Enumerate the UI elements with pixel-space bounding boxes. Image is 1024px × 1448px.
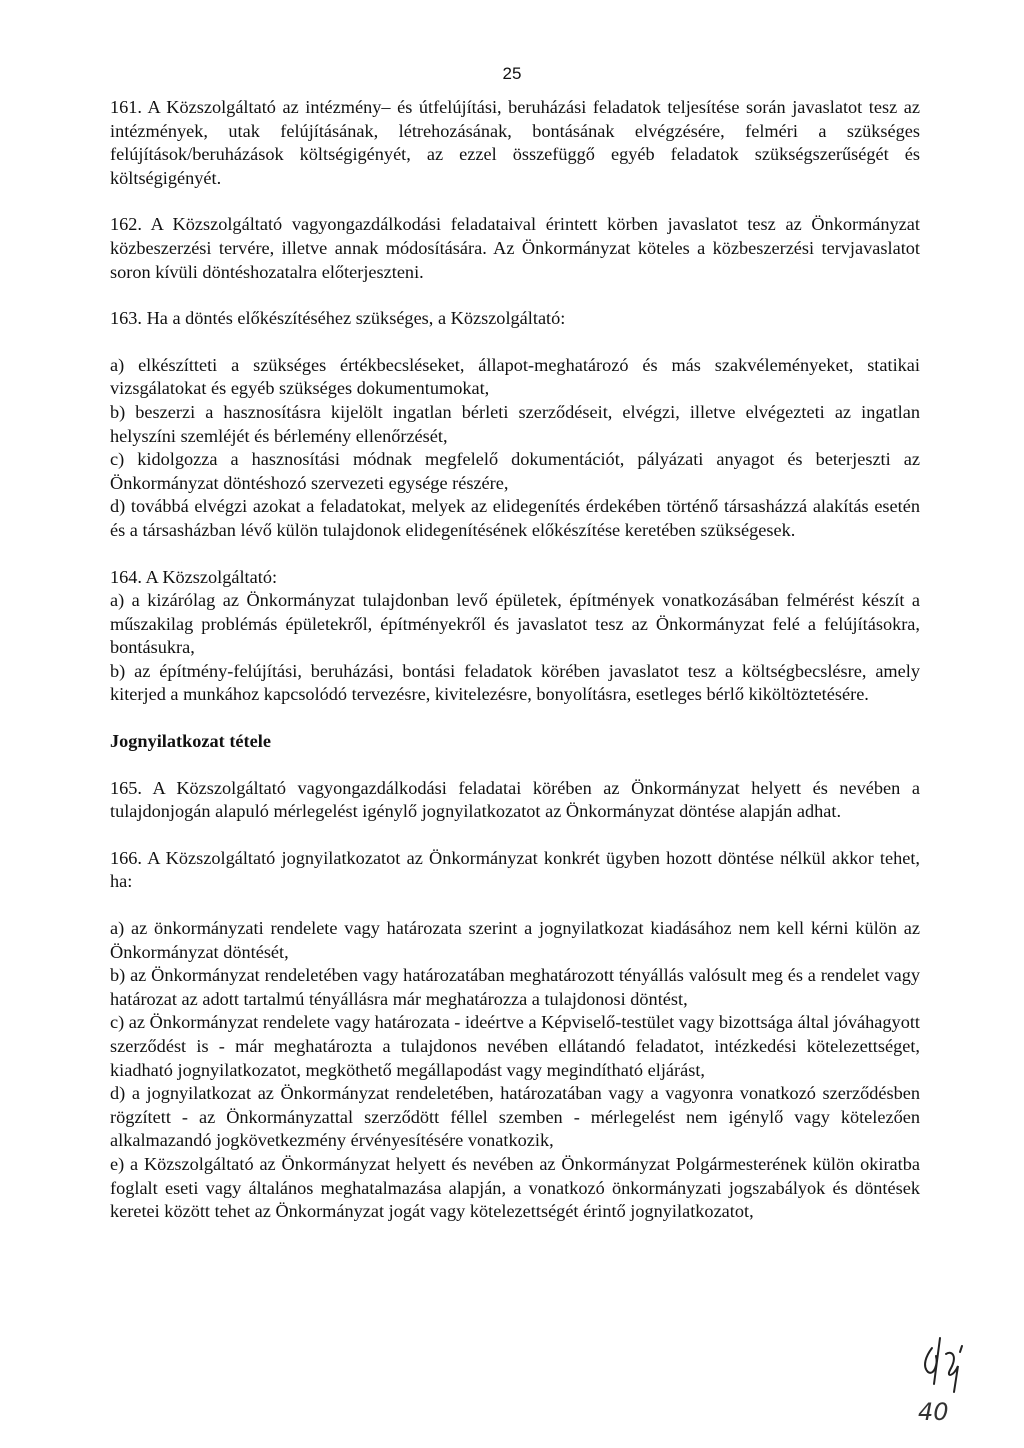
paragraph-162: 162. A Közszolgáltató vagyongazdálkodási feladataival érintett körben javaslatot tesz az Önkormányzat közbeszerzési tervére, illetve annak módosítására. Az Önkormányzat köteles a közbeszerzési tervjavaslatot soron kívüli döntéshozatalra előterjeszteni. [110, 214, 920, 282]
paragraph-164-b: b) az építmény-felújítási, beruházási, bontási feladatok körében javaslatot tesz a költségbecslésre, amely kiterjed a munkához kapcsolódó tervezésre, kivitelezésre, bonyolításra, esetleges bérlő kiköltöztetésére. [110, 660, 920, 705]
paragraph-166-b: b) az Önkormányzat rendeletében vagy határozatában meghatározott tényállás valósult meg és a rendelet vagy határozat az adott tartalmú tényállásra már meghatározza a tulajdonosi döntést, [110, 965, 920, 1009]
paragraph-163: 163. Ha a döntés előkészítéséhez szükséges, a Közszolgáltató: [110, 308, 566, 329]
paragraph-166-a: a) az önkormányzati rendelete vagy határozata szerint a jognyilatkozat kiadásához nem kell kérni külön az Önkormányzat döntését, [110, 918, 920, 962]
paragraph-164-a: a) a kizárólag az Önkormányzat tulajdonban levő épületek, építmények vonatkozásában felmérést készít a műszakilag problémás épületekről, építményekről és javaslatot tesz az Önkormányzat felé a felújításokra, bontásukra, [110, 590, 920, 658]
paragraph-163-a: a) elkészítteti a szükséges értékbecsléseket, állapot-meghatározó és más szakvéleményeket, statikai vizsgálatokat és egyéb szükséges dokumentumokat, [110, 354, 920, 399]
paragraph-166: 166. A Közszolgáltató jognyilatkozatot az Önkormányzat konkrét ügyben hozott döntése nélkül akkor tehet, ha: [110, 847, 920, 892]
paragraph-163-d: d) továbbá elvégzi azokat a feladatokat, melyek az elidegenítés érdekében történő társasházzá alakítás esetén és a társasházban lévő külön tulajdonok elidegenítésének előkészítése keretében szükségesek. [110, 496, 920, 540]
paragraph-161: 161. A Közszolgáltató az intézmény– és útfelújítási, beruházási feladatok teljesítése során javaslatot tesz az intézmények, utak felújításának, létrehozásának, bontásának elvégzésére, felméri a szükséges felújítások/beruházások költségigényét, az ezzel összefüggő egyéb feladatok szükségszerűségét és költségigényét. [110, 97, 920, 188]
paragraph-165: 165. A Közszolgáltató vagyongazdálkodási feladatai körében az Önkormányzat helyett és nevében a tulajdonjogán alapuló mérlegelést igénylő jognyilatkozatot az Önkormányzat döntése alapján adhat. [110, 777, 920, 822]
paragraph-166-c: c) az Önkormányzat rendelete vagy határozata - ideértve a Képviselő-testület vagy bizottsága által jóváhagyott szerződést is - már meghatározta a tulajdonos nevében ellátandó feladatot, intézkedési kötelezettséget, kiadható jognyilatkozatot, megköthető megállapodást vagy megindítható eljárást, [110, 1012, 920, 1080]
paragraph-164: 164. A Közszolgáltató: [110, 566, 278, 587]
paragraph-163-c: c) kidolgozza a hasznosítási módnak megfelelő dokumentációt, pályázati anyagot és beterjeszti az Önkormányzat döntéshozó szervezeti egysége részére, [110, 449, 920, 493]
handwritten-signature [900, 1326, 980, 1426]
paragraph-163-b: b) beszerzi a hasznosításra kijelölt ingatlan bérleti szerződéseit, elvégzi, illetve elvégezteti az ingatlan helyszíni szemléjét és bérlemény ellenőrzését, [110, 401, 920, 446]
section-heading: Jognyilatkozat tétele [110, 731, 271, 752]
page-number: 25 [502, 64, 522, 83]
paragraph-166-e: e) a Közszolgáltató az Önkormányzat helyett és nevében az Önkormányzat Polgármesterének külön okiratba foglalt eseti vagy általános meghatalmazása alapján, a vonatkozó önkormányzati jogszabályok és döntések keretei között tehet az Önkormányzat jogát vagy kötelezettségét érintő jognyilatkozatot, [110, 1153, 920, 1222]
paragraph-166-d: d) a jognyilatkozat az Önkormányzat rendeletében, határozatában vagy a vagyonra vonatkozó szerződésben rögzített - az Önkormányzattal szerződött féllel szemben - mérlegelést nem igénylő vagy kötelezően alkalmazandó jogkövetkezmény érvényesítésére vonatkozik, [110, 1083, 920, 1151]
handwritten-page-mark: 40 [918, 1398, 949, 1426]
document-body [110, 96, 920, 1224]
